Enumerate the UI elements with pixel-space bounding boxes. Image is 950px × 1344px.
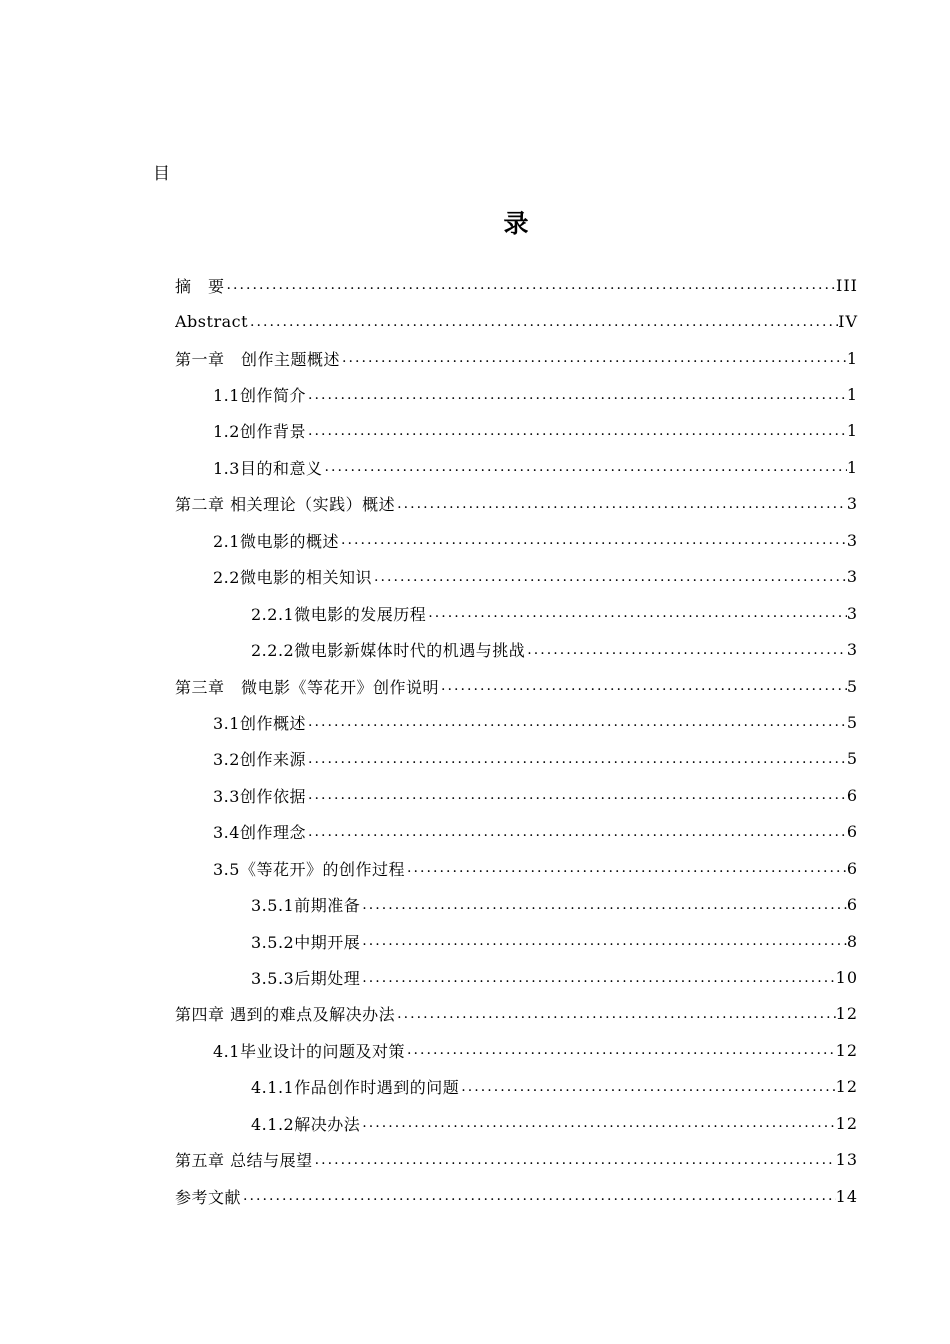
toc-dot-leader xyxy=(306,714,847,730)
toc-entry-title: 3.3创作依据 xyxy=(213,786,306,806)
toc-entry[interactable] xyxy=(175,486,858,522)
toc-dot-leader xyxy=(426,605,847,621)
toc-entry[interactable] xyxy=(175,1105,858,1141)
toc-entry-page-number: 1 xyxy=(846,421,858,441)
toc-dot-leader xyxy=(306,751,847,767)
toc-dot-leader xyxy=(225,277,837,293)
toc-entry-title: 3.2创作来源 xyxy=(213,750,306,770)
toc-entry[interactable] xyxy=(175,777,858,813)
toc-entry-title: 4.1.2解决办法 xyxy=(251,1114,361,1134)
toc-entry-title: 3.5《等花开》的创作过程 xyxy=(213,859,405,879)
toc-entry-title: 4.1.1作品创作时遇到的问题 xyxy=(251,1078,460,1098)
toc-entry[interactable] xyxy=(175,741,858,777)
toc-entry-title: 3.5.2中期开展 xyxy=(251,932,361,952)
toc-entry-page-number: 10 xyxy=(835,968,858,988)
toc-entry-page-number: III xyxy=(836,275,858,295)
toc-entry[interactable] xyxy=(175,996,858,1032)
toc-dot-leader xyxy=(322,459,846,475)
toc-entry[interactable] xyxy=(175,522,858,558)
toc-entry-page-number: 1 xyxy=(846,385,858,405)
toc-dot-leader xyxy=(395,496,847,512)
toc-entry-page-number: 3 xyxy=(846,494,858,514)
toc-entry-title: 3.1创作概述 xyxy=(213,713,306,733)
toc-entry[interactable] xyxy=(175,559,858,595)
toc-dot-leader xyxy=(372,569,847,585)
toc-entry-title: 摘 要 xyxy=(175,276,225,296)
toc-entry-title: 2.2微电影的相关知识 xyxy=(213,568,372,588)
toc-entry-title: 3.5.1前期准备 xyxy=(251,896,361,916)
toc-dot-leader xyxy=(360,933,847,949)
table-of-contents xyxy=(175,267,858,1214)
toc-entry[interactable] xyxy=(175,704,858,740)
toc-entry[interactable] xyxy=(175,595,858,631)
toc-dot-leader xyxy=(248,314,838,330)
toc-dot-leader xyxy=(395,1006,836,1022)
toc-dot-leader xyxy=(339,532,847,548)
toc-entry[interactable] xyxy=(175,923,858,959)
toc-entry[interactable] xyxy=(175,631,858,667)
toc-entry-page-number: 3 xyxy=(846,603,858,623)
toc-entry-title: Abstract xyxy=(175,312,249,332)
toc-entry-title: 2.2.1微电影的发展历程 xyxy=(251,604,427,624)
toc-entry[interactable] xyxy=(175,814,858,850)
toc-entry[interactable] xyxy=(175,1069,858,1105)
toc-entry-page-number: 13 xyxy=(835,1150,858,1170)
toc-entry-title: 1.3目的和意义 xyxy=(213,458,323,478)
toc-dot-leader xyxy=(360,970,835,986)
toc-entry-page-number: IV xyxy=(838,312,858,332)
toc-entry-page-number: 6 xyxy=(846,822,858,842)
toc-entry-title: 第三章 微电影《等花开》创作说明 xyxy=(175,677,440,697)
toc-dot-leader xyxy=(405,860,847,876)
toc-dot-leader xyxy=(439,678,847,694)
toc-entry-title: 第五章 总结与展望 xyxy=(175,1151,313,1171)
toc-dot-leader xyxy=(459,1079,835,1095)
toc-dot-leader xyxy=(360,897,847,913)
toc-entry-title: 第一章 创作主题概述 xyxy=(175,349,341,369)
toc-entry[interactable] xyxy=(175,959,858,995)
toc-entry-page-number: 1 xyxy=(846,457,858,477)
toc-entry-page-number: 14 xyxy=(835,1186,858,1206)
toc-dot-leader xyxy=(306,387,847,403)
toc-dot-leader xyxy=(313,1152,836,1168)
toc-entry[interactable] xyxy=(175,303,858,339)
toc-entry-page-number: 12 xyxy=(835,1004,858,1024)
toc-entry[interactable] xyxy=(175,886,858,922)
toc-dot-leader xyxy=(306,787,847,803)
toc-entry-title: 3.5.3后期处理 xyxy=(251,969,361,989)
toc-entry[interactable] xyxy=(175,267,858,303)
toc-entry-page-number: 5 xyxy=(846,749,858,769)
toc-entry-page-number: 12 xyxy=(835,1077,858,1097)
toc-dot-leader xyxy=(360,1115,835,1131)
toc-dot-leader xyxy=(525,642,847,658)
toc-entry[interactable] xyxy=(175,340,858,376)
toc-entry-title: 4.1毕业设计的问题及对策 xyxy=(213,1041,405,1061)
toc-heading-char-2: 录 xyxy=(503,209,529,238)
toc-entry-title: 第四章 遇到的难点及解决办法 xyxy=(175,1005,396,1025)
toc-entry-page-number: 6 xyxy=(846,895,858,915)
toc-dot-leader xyxy=(241,1188,836,1204)
toc-entry[interactable] xyxy=(175,1178,858,1214)
toc-entry[interactable] xyxy=(175,449,858,485)
toc-entry-title: 2.2.2微电影新媒体时代的机遇与挑战 xyxy=(251,641,526,661)
toc-dot-leader xyxy=(306,423,847,439)
toc-entry[interactable] xyxy=(175,1032,858,1068)
toc-entry-page-number: 12 xyxy=(835,1113,858,1133)
toc-entry-title: 第二章 相关理论（实践）概述 xyxy=(175,495,396,515)
toc-entry-page-number: 1 xyxy=(846,348,858,368)
toc-entry-title: 1.2创作背景 xyxy=(213,422,306,442)
toc-dot-leader xyxy=(306,824,847,840)
toc-entry-page-number: 3 xyxy=(846,640,858,660)
toc-entry[interactable] xyxy=(175,1142,858,1178)
toc-entry-page-number: 12 xyxy=(835,1040,858,1060)
toc-entry[interactable] xyxy=(175,376,858,412)
toc-entry-page-number: 3 xyxy=(846,530,858,550)
toc-entry[interactable] xyxy=(175,850,858,886)
toc-entry-page-number: 8 xyxy=(846,931,858,951)
toc-entry-title: 1.1创作简介 xyxy=(213,386,306,406)
toc-entry-page-number: 3 xyxy=(846,567,858,587)
toc-entry-page-number: 6 xyxy=(846,858,858,878)
toc-entry[interactable] xyxy=(175,413,858,449)
toc-entry[interactable] xyxy=(175,668,858,704)
toc-entry-title: 3.4创作理念 xyxy=(213,823,306,843)
toc-entry-page-number: 6 xyxy=(846,785,858,805)
toc-heading-char-1: 目 xyxy=(153,164,170,184)
toc-entry-title: 2.1微电影的概述 xyxy=(213,531,339,551)
toc-dot-leader xyxy=(405,1042,836,1058)
toc-entry-title: 参考文献 xyxy=(175,1187,242,1207)
toc-dot-leader xyxy=(340,350,847,366)
toc-entry-page-number: 5 xyxy=(846,676,858,696)
toc-entry-page-number: 5 xyxy=(846,712,858,732)
